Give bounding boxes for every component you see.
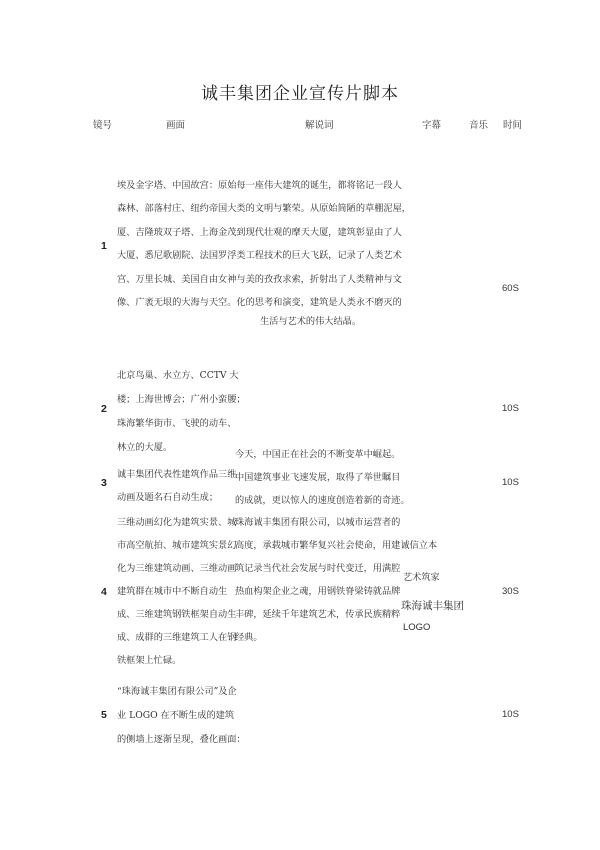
row1-narration-end bbox=[260, 313, 361, 327]
text-line: 大厦、悉尼歌剧院、法国罗浮类工程技术的巨大飞跃，记录了人类艺术 bbox=[117, 250, 402, 262]
header-time: 时间 bbox=[503, 120, 523, 131]
text-line: 艺术筑家 bbox=[403, 572, 440, 583]
text-line: 楼；上海世博会；广州小蛮腰； bbox=[117, 394, 246, 405]
row5-picture bbox=[117, 680, 246, 752]
text-line: 生活与艺术的伟大结晶。 bbox=[260, 316, 362, 327]
text-line: 成、三维建筑钢铁框架自动生 bbox=[117, 609, 237, 620]
text-line: 像、广袤无垠的大海与天空。化的思考和演变，建筑是人类永不磨灭的 bbox=[117, 297, 402, 309]
row4-subtitle-2 bbox=[401, 598, 464, 613]
text-line: 三维动画幻化为建筑实景、城 bbox=[117, 517, 237, 528]
text-line: 北京鸟巢、水立方、CCTV 大 bbox=[117, 370, 239, 381]
text-line: 丰碑，延续千年建筑艺术，传承民族精粹 bbox=[235, 609, 401, 620]
time-5: 10S bbox=[502, 709, 519, 720]
shot-number-4: 4 bbox=[101, 586, 107, 598]
text-line: 市高空航拍、城市建筑实景幻 bbox=[117, 540, 237, 551]
shot-number-5: 5 bbox=[101, 709, 107, 721]
text-line: 的成就，更以惊人的速度创造着新的奇迹。 bbox=[235, 495, 410, 506]
row4-picture bbox=[117, 511, 236, 672]
time-2: 10S bbox=[502, 403, 519, 414]
text-line: 成、成群的三维建筑工人在钢 bbox=[117, 632, 237, 643]
shot-number-3: 3 bbox=[101, 477, 107, 489]
text-line: 建筑群在城市中不断自动生 bbox=[117, 586, 228, 597]
header-subtitle: 字幕 bbox=[422, 120, 442, 131]
text-line: 中国建筑事业飞速发展，取得了举世瞩目 bbox=[235, 472, 401, 483]
row2-picture bbox=[117, 364, 246, 460]
text-line: 业 LOGO 在不断生成的建筑 bbox=[117, 710, 235, 721]
text-line: 厦、吉隆玻双子塔、上海金茂到现代壮观的摩天大厦，建筑彰显由了人 bbox=[117, 226, 402, 238]
row1-narration bbox=[117, 174, 411, 314]
text-line: 宫、万里长城、美国自由女神与美的孜孜求索，折射出了人类精神与文 bbox=[117, 273, 402, 285]
header-picture: 画面 bbox=[166, 120, 186, 131]
text-line: 森林、部落村庄、纽约帝国大类的文明与繁荣。从原始简陋的草棚泥屋， bbox=[117, 203, 411, 215]
shot-number-2: 2 bbox=[101, 403, 107, 415]
text-line: 今天，中国正在社会的不断变革中崛起。 bbox=[235, 449, 401, 460]
text-line: 珠海繁华街市、飞驶的动车、 bbox=[117, 418, 237, 429]
text-line: 铁框架上忙碌。 bbox=[117, 655, 182, 666]
text-line: “珠海诚丰集团有限公司”及企 bbox=[117, 686, 237, 697]
text-line: 高度，承载城市繁华复兴社会使命，用建诚信立本 bbox=[235, 540, 438, 551]
shot-number-1: 1 bbox=[101, 240, 107, 252]
time-3: 10S bbox=[502, 477, 519, 488]
text-line: 林立的大厦。 bbox=[117, 442, 173, 453]
page-title: 诚丰集团企业宣传片脚本 bbox=[201, 84, 399, 104]
row3-picture bbox=[117, 464, 236, 510]
time-1: 60S bbox=[502, 283, 519, 294]
time-4: 30S bbox=[502, 586, 519, 597]
text-line: 的侧墙上逐渐呈现，叠化画面： bbox=[117, 734, 246, 745]
text-line: LOGO bbox=[403, 622, 431, 633]
text-line: 经典。 bbox=[235, 632, 263, 643]
text-line: 筑记录当代社会发展与时代变迁，用满腔 bbox=[235, 563, 401, 574]
header-shot: 镜号 bbox=[93, 120, 113, 131]
header-music: 音乐 bbox=[469, 120, 489, 131]
text-line: 热血构架企业之魂，用钢铁脊梁铸就品牌 bbox=[235, 586, 401, 597]
text-line: 化为三维建筑动画、三维动画 bbox=[117, 563, 237, 574]
header-narration: 解说词 bbox=[305, 120, 334, 131]
text-line: 珠海诚丰集团有限公司，以城市运营者的 bbox=[235, 517, 401, 528]
text-line: 诚丰集团代表性建筑作品三维 bbox=[117, 469, 237, 480]
text-line: 埃及金字塔、中国故宫：原始每一座伟大建筑的诞生，都将铭记一段人 bbox=[117, 180, 402, 191]
row4-subtitle-3 bbox=[403, 622, 430, 633]
row4-subtitle-1 bbox=[403, 569, 440, 583]
text-line: 珠海诚丰集团 bbox=[401, 600, 464, 612]
row3-narration bbox=[235, 443, 410, 512]
text-line: 动画及题名石自动生成； bbox=[117, 491, 219, 503]
